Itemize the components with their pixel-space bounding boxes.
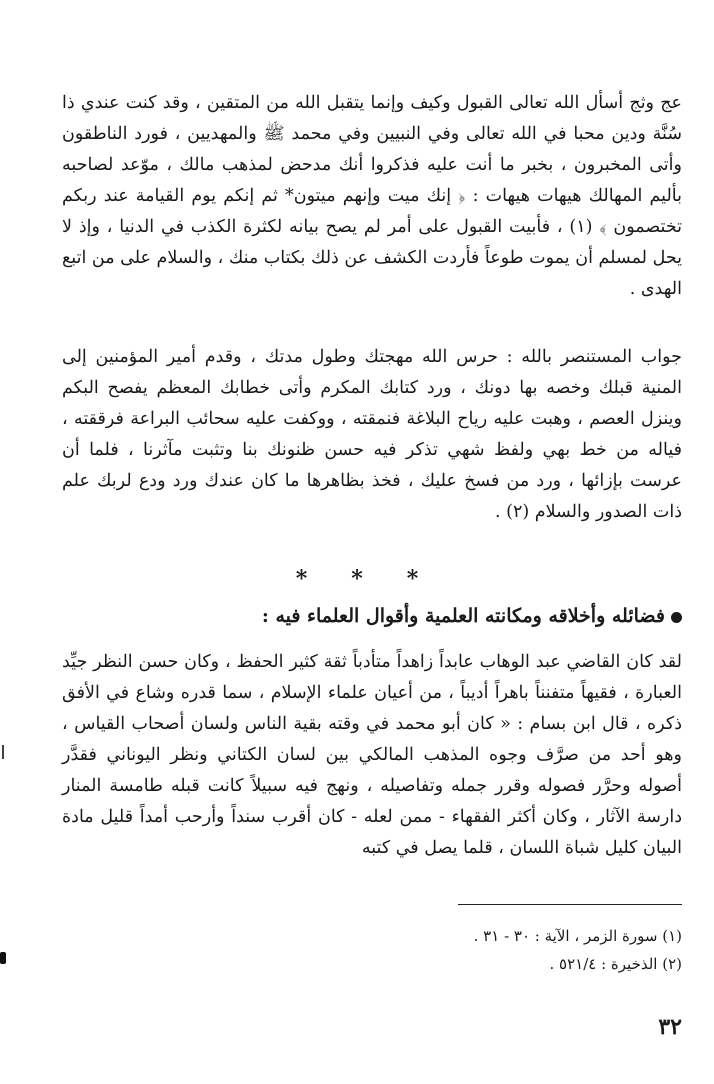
star-ornament: * bbox=[406, 566, 419, 592]
page-number: ٣٢ bbox=[658, 1014, 682, 1040]
footnotes bbox=[62, 922, 682, 978]
section-divider-stars bbox=[0, 566, 714, 592]
section-heading-text: فضائله وأخلاقه ومكانته العلمية وأقوال العلماء فيه : bbox=[261, 605, 665, 627]
paragraph-reply-text: جواب المستنصر بالله : حرس الله مهجتك وطول مدتك ، وقدم أمير المؤمنين إلى المنية قبلك وخصه بها دونك ، ورد كتابك المكرم وأتى خطابك المعظم يفصح البكم وينزل العصم ، وهبت عليه رياح البلاغة فنمقته ، ووكفت عليه سحائب البراعة فرققته ، فياله من خط بهي ولفظ شهي تذكر فيه حسن ظنونك بنا وتثبت مآثرنا ، فلما أن عرست بإزائها ، ورد من فسخ عليك ، فخذ بظاهرها ما كان عندك ورد ودع لربك علم ذات الصدور والسلام (٢) . bbox=[62, 347, 682, 522]
scan-edge-mark bbox=[0, 952, 6, 964]
paragraph-letter-text: عج وثج أسأل الله تعالى القبول وكيف وإنما يتقبل الله من المتقين ، وقد كنت عندي ذا سُنَّة ودين محبا في الله تعالى وفي النبيين وفي محمد ﷺ والمهديين ، فورد الناطقون وأتى المخبرون ، بخبر ما أنت عليه فذكروا أنك مدحض لمذهب مالك ، موّعد لصاحبه بأليم المهالك هيهات هيهات : ﴿ إنك ميت وإنهم ميتون* ثم إنكم يوم القيامة عند ربكم تختصمون ﴾ (١) ، فأبيت القبول على أمر لم يصح بيانه لكثرة الكذب في الدنيا ، وإذ لا يحل لمسلم أن يموت طوعاً فأردت الكشف عن ذلك بكتاب منك ، والسلام على من اتبع الهدى . bbox=[61, 93, 682, 299]
scan-edge-mark bbox=[2, 745, 4, 759]
star-ornament: * bbox=[351, 566, 363, 592]
footnote-divider bbox=[458, 904, 682, 905]
bullet-icon bbox=[671, 612, 682, 623]
star-ornament: * bbox=[295, 566, 308, 592]
section-heading bbox=[62, 605, 682, 627]
footnote-2: (٢) الذخيرة : ٥٢١/٤ . bbox=[549, 955, 682, 973]
paragraph-virtues-text: لقد كان القاضي عبد الوهاب عابداً زاهداً متأدباً ثقة كثير الحفظ ، وكان حسن النظر جيِّد العبارة ، فقيهاً متفنناً باهراً أديباً ، من أعيان علماء الإسلام ، سما قدره وشاع في الأفق ذكره ، قال ابن بسام : « كان أبو محمد في وقته بقية الناس ولسان أصحاب القياس ، وهو أحد من صرَّف وجوه المذهب المالكي بين لسان الكتاني ونظر اليوناني فقدَّر أصوله وحرَّر فصوله وقرر جمله وتفاصيله ، ونهج فيه سبيلاً كانت قبله طامسة المنار دارسة الآثار ، وكان أكثر الفقهاء - ممن لعله - كان أقرب سنداً وأرحب أمداً قليل مادة البيان كليل شباة اللسان ، قلما يصل في كتبه bbox=[62, 652, 682, 858]
footnote-1: (١) سورة الزمر ، الآية : ٣٠ - ٣١ . bbox=[473, 927, 682, 945]
